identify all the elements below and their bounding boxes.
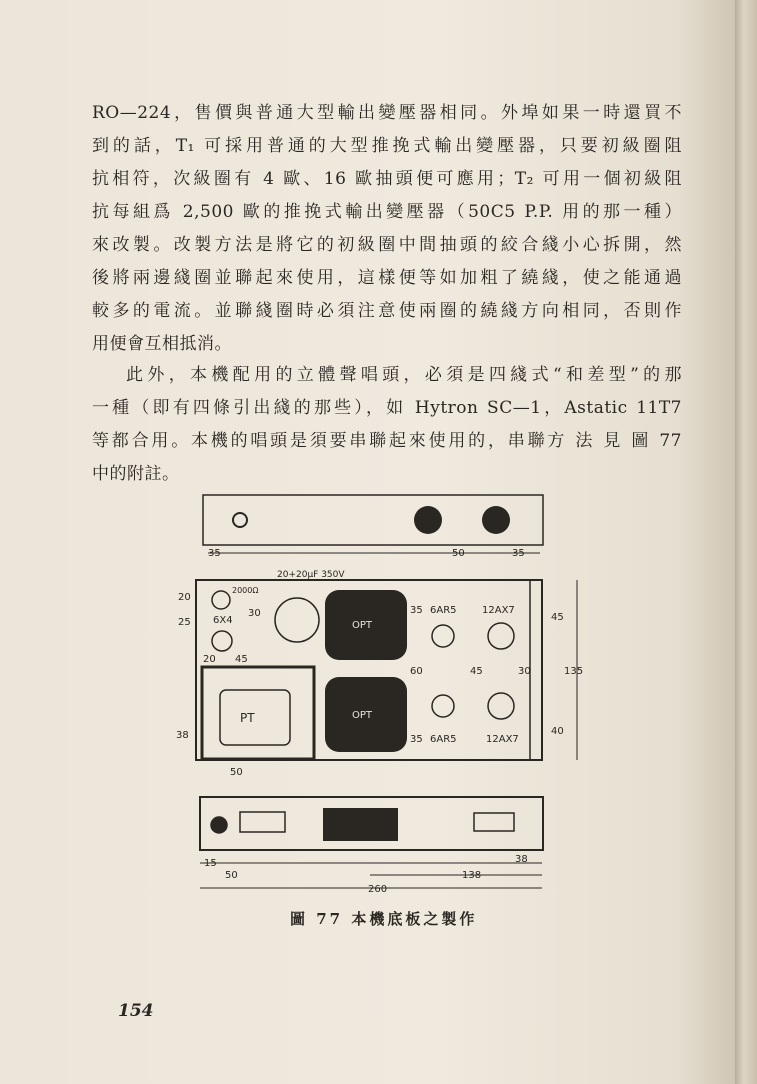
text-line: 等都合用。本機的唱頭是須要串聯起來使用的，串聯方 法 見 圖 77 [92,431,682,451]
page-number: 154 [118,1001,154,1021]
knob-icon [414,506,442,534]
text-line: RO—224，售價與普通大型輸出變壓器相同。外埠如果一時還買不 [92,103,682,123]
dim-label: 30 [518,666,531,677]
dim-label: 35 [410,605,423,616]
dim-label: 35 [410,734,423,745]
label-12ax7: 12AX7 [486,734,519,745]
dim-label: 35 [512,548,525,559]
text-line: 較多的電流。並聯綫圈時必須注意使兩圈的繞綫方向相同，否則作 [92,301,682,321]
label-6ar5: 6AR5 [430,605,457,616]
dim-label: 25 [178,617,191,628]
dim-label: 50 [452,548,465,559]
dim-label: 50 [230,767,243,778]
dim-label: 35 [208,548,221,559]
dim-label: 40 [551,726,564,737]
dim-label: 45 [235,654,248,665]
text-line: 用便會互相抵消。 [92,334,232,354]
text-line: 中的附註。 [92,464,180,484]
terminal-strip [323,808,398,841]
dim-label: 45 [551,612,564,623]
dim-label: 138 [462,870,482,881]
filter-capacitor [275,598,319,642]
dim-label: 60 [410,666,423,677]
dim-label: 30 [248,608,261,619]
dim-label: 38 [176,730,189,741]
text-line: 後將兩邊綫圈並聯起來使用，這樣便等如加粗了繞綫，使之能通過 [92,268,682,288]
label-12ax7: 12AX7 [482,605,515,616]
dim-label: 15 [204,858,217,869]
text-line: 抗每組爲 2,500 歐的推挽式輸出變壓器（50C5 P.P. 用的那一種） [92,202,682,222]
label-capacitor: 20+20μF 350V [277,570,345,580]
dim-label: 50 [225,870,238,881]
text-line: 此外，本機配用的立體聲唱頭，必須是四綫式“和差型”的那 [126,365,682,385]
label-opt: OPT [352,710,373,721]
label-pt: PT [240,711,255,725]
label-opt: OPT [352,620,373,631]
dim-label: 45 [470,666,483,677]
dim-label: 260 [368,884,388,895]
dim-label: 38 [515,854,528,865]
dim-label: 20 [178,592,191,603]
knob-icon [482,506,510,534]
dim-label: 135 [564,666,584,677]
label-resistor: 2000Ω [232,586,259,595]
dim-label: 20 [203,654,216,665]
text-line: 一種（即有四條引出綫的那些），如 Hytron SC—1，Astatic 11T7 [92,398,682,418]
text-line: 到的話，T₁ 可採用普通的大型推挽式輸出變壓器，只要初級圈阻 [92,136,682,156]
label-6ar5: 6AR5 [430,734,457,745]
label-6x4: 6X4 [213,615,233,626]
text-line: 來改製。改製方法是將它的初級圈中間抽頭的絞合綫小心拆開，然 [92,235,682,255]
text-line: 抗相符，次級圈有 4 歐、16 歐抽頭便可應用；T₂ 可用一個初級阻 [92,169,682,189]
figure-caption: 圖 77 本機底板之製作 [290,910,478,928]
